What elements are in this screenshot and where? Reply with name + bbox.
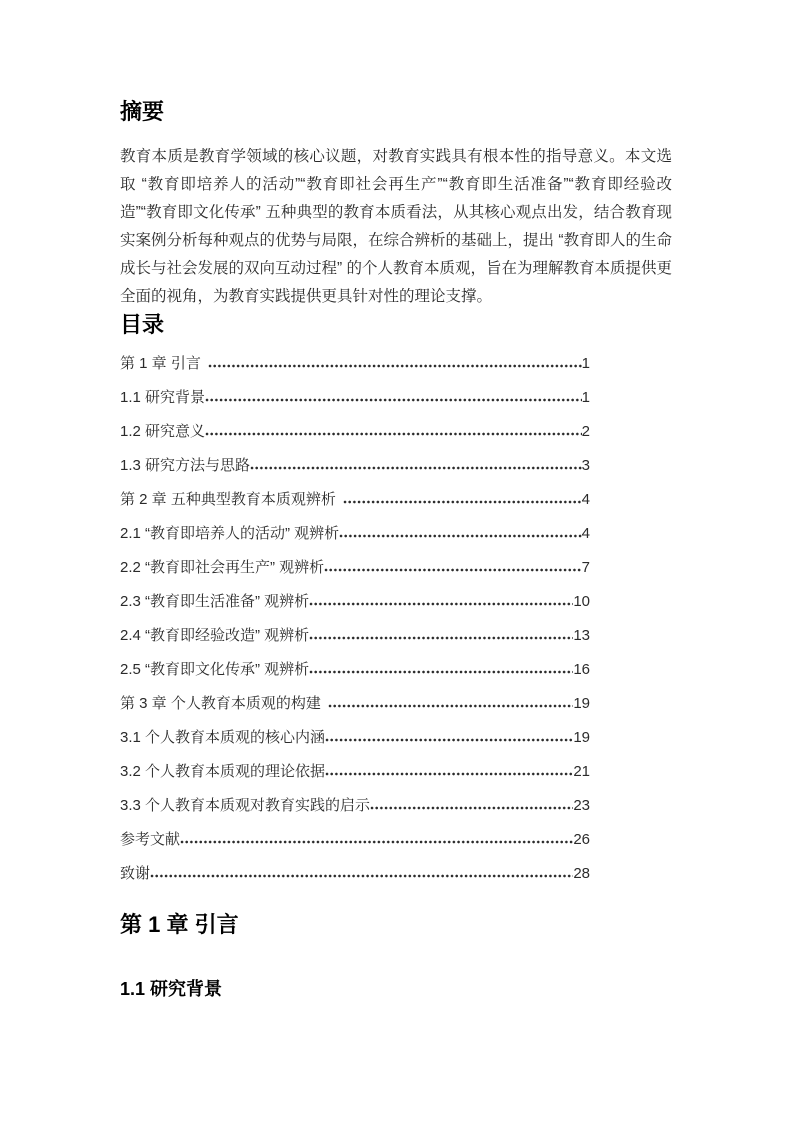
toc-page-number: 7 (581, 559, 590, 576)
toc-entry-3-2[interactable] (120, 763, 590, 780)
toc-entry-2-1[interactable] (120, 525, 590, 542)
toc-entry-label: 参考文献 (120, 831, 181, 848)
toc-entry-2-2[interactable] (120, 559, 590, 576)
dot-leader (205, 432, 582, 436)
toc-page-number: 21 (573, 763, 590, 780)
toc-page-number: 3 (581, 457, 590, 474)
toc-entry-chapter-2[interactable] (120, 491, 590, 508)
toc-entry-acknowledgements[interactable] (120, 865, 590, 882)
chapter-1-heading: 第 1 章 引言 (120, 912, 239, 937)
toc-page-number: 4 (581, 525, 590, 542)
dot-leader (150, 874, 573, 878)
toc-page-number: 1 (581, 389, 590, 406)
toc-page-number: 19 (573, 695, 590, 712)
dot-leader (309, 636, 573, 640)
toc-entry-label: 3.2 个人教育本质观的理论依据 (120, 763, 326, 780)
toc-page-number: 2 (581, 423, 590, 440)
abstract-heading: 摘要 (120, 99, 165, 124)
toc-entry-label: 第 3 章 个人教育本质观的构建 (120, 695, 321, 712)
toc-entry-label: 3.1 个人教育本质观的核心内涵 (120, 729, 326, 746)
toc-entry-label: 2.4 “教育即经验改造” 观辨析 (120, 627, 310, 644)
toc-page-number: 28 (573, 865, 590, 882)
toc-entry-label: 致谢 (120, 865, 151, 882)
dot-leader (208, 364, 582, 368)
toc-entry-label: 1.1 研究背景 (120, 389, 206, 406)
dot-leader (205, 398, 582, 402)
dot-leader (370, 806, 573, 810)
toc-entry-label: 2.5 “教育即文化传承” 观辨析 (120, 661, 310, 678)
toc-entry-label: 1.3 研究方法与思路 (120, 457, 251, 474)
toc-entry-label: 2.1 “教育即培养人的活动” 观辨析 (120, 525, 340, 542)
toc-heading: 目录 (120, 312, 165, 337)
dot-leader (325, 772, 573, 776)
toc-entry-2-4[interactable] (120, 627, 590, 644)
section-1-1-heading: 1.1 研究背景 (120, 979, 223, 999)
toc-entry-1-3[interactable] (120, 457, 590, 474)
toc-page-number: 1 (581, 355, 590, 372)
toc-entry-label: 第 2 章 五种典型教育本质观辨析 (120, 491, 336, 508)
toc-entry-2-3[interactable] (120, 593, 590, 610)
toc-entry-2-5[interactable] (120, 661, 590, 678)
toc-entry-chapter-3[interactable] (120, 695, 590, 712)
toc-entry-1-1[interactable] (120, 389, 590, 406)
toc-page-number: 26 (573, 831, 590, 848)
dot-leader (339, 534, 581, 538)
abstract-paragraph: 教育本质是教育学领域的核心议题，对教育实践具有根本性的指导意义。本文选取 “教育即培养人的活动”“教育即社会再生产”“教育即生活准备”“教育即经验改造”“教育即文化传承” 五种典型的教育本质看法，从其核心观点出发，结合教育现实案例分析每种观点的优势与局限，在综合辨析的基础上，提出 “教育即人的生命成长与社会发展的双向互动过程” 的个人教育本质观，旨在为理解教育本质提供更全面的视角，为教育实践提供更具针对性的理论支撑。 (120, 148, 672, 305)
dot-leader (309, 602, 573, 606)
toc-entry-references[interactable] (120, 831, 590, 848)
toc-entry-label: 第 1 章 引言 (120, 355, 201, 372)
toc-page-number: 4 (581, 491, 590, 508)
toc-entry-label: 2.3 “教育即生活准备” 观辨析 (120, 593, 310, 610)
toc-entry-label: 2.2 “教育即社会再生产” 观辨析 (120, 559, 325, 576)
toc-entry-label: 3.3 个人教育本质观对教育实践的启示 (120, 797, 371, 814)
dot-leader (180, 840, 573, 844)
toc-page-number: 13 (573, 627, 590, 644)
dot-leader (328, 704, 573, 708)
toc-page-number: 10 (573, 593, 590, 610)
toc-entry-1-2[interactable] (120, 423, 590, 440)
toc-entry-label: 1.2 研究意义 (120, 423, 206, 440)
dot-leader (324, 568, 581, 572)
toc-page-number: 19 (573, 729, 590, 746)
toc-page-number: 16 (573, 661, 590, 678)
toc-page-number: 23 (573, 797, 590, 814)
table-of-contents (120, 355, 590, 882)
dot-leader (309, 670, 573, 674)
dot-leader (250, 466, 582, 470)
toc-entry-3-1[interactable] (120, 729, 590, 746)
toc-entry-chapter-1[interactable] (120, 355, 590, 372)
dot-leader (343, 500, 582, 504)
toc-entry-3-3[interactable] (120, 797, 590, 814)
dot-leader (325, 738, 573, 742)
